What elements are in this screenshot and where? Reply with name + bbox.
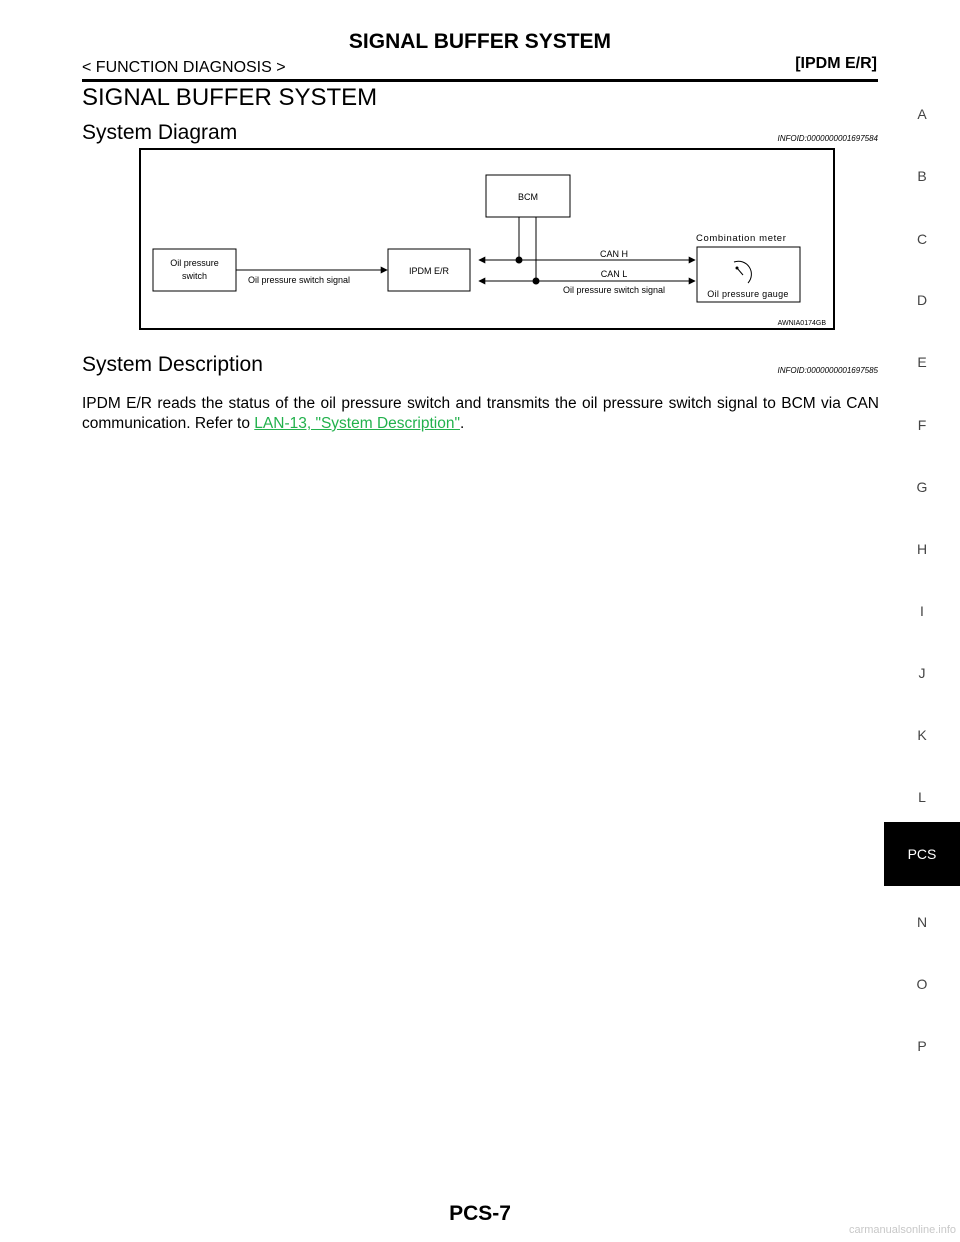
oil-pressure-switch-box — [153, 249, 236, 291]
side-tab-g[interactable]: G — [916, 479, 928, 495]
header-title: SIGNAL BUFFER SYSTEM — [348, 30, 612, 53]
section-title: SIGNAL BUFFER SYSTEM — [82, 84, 378, 111]
side-tab-f[interactable]: F — [917, 417, 927, 433]
system-diagram-title: System Diagram — [82, 121, 238, 144]
switch-signal-label: Oil pressure switch signal — [248, 275, 351, 285]
can-h-junction — [516, 257, 523, 264]
side-tab-b[interactable]: B — [917, 168, 927, 184]
ipdm-label: IPDM E/R — [408, 266, 450, 276]
header-system: [IPDM E/R] — [795, 55, 877, 72]
header-rule — [82, 79, 878, 82]
system-diagram-infoid: INFOID:0000000001697584 — [777, 134, 878, 143]
side-tab-i[interactable]: I — [920, 603, 924, 619]
can-l-label: CAN L — [600, 269, 628, 279]
side-tab-l[interactable]: L — [918, 789, 926, 805]
combination-meter-label: Combination meter — [696, 233, 787, 244]
side-tab-a[interactable]: A — [917, 106, 927, 122]
system-diagram — [139, 148, 835, 330]
can-l-junction — [533, 278, 540, 285]
bcm-label: BCM — [518, 192, 538, 202]
system-description-infoid: INFOID:0000000001697585 — [777, 366, 878, 375]
side-tab-d[interactable]: D — [916, 292, 928, 308]
figure-id: AWNIA0174GB — [777, 320, 826, 327]
page-number: PCS-7 — [449, 1202, 511, 1225]
system-description-text — [82, 394, 879, 434]
watermark: carmanualsonline.info — [848, 1224, 956, 1236]
side-tab-h[interactable]: H — [916, 541, 928, 557]
oil-pressure-gauge-label: Oil pressure gauge — [707, 289, 789, 299]
system-description-title: System Description — [82, 353, 263, 376]
oil-pressure-switch-label-1: Oil pressure — [170, 258, 219, 268]
side-tab-n[interactable]: N — [916, 914, 928, 930]
side-tab-j[interactable]: J — [918, 665, 926, 681]
can-h-label: CAN H — [599, 249, 629, 259]
side-tab-k[interactable]: K — [917, 727, 927, 743]
description-body: IPDM E/R reads the status of the oil pressure switch and transmits the oil pressure switch signal to BCM via CAN communication. Refer to — [82, 395, 879, 432]
header-section: < FUNCTION DIAGNOSIS > — [82, 59, 286, 76]
side-tab-c[interactable]: C — [916, 231, 928, 247]
lan-13-link[interactable]: LAN-13, "System Description" — [254, 415, 460, 432]
description-end: . — [459, 415, 465, 432]
diagram-canvas — [141, 150, 833, 328]
side-tab-o[interactable]: O — [916, 976, 928, 992]
oil-pressure-switch-label-2: switch — [181, 271, 208, 281]
gauge-pivot — [736, 267, 739, 270]
side-tab-p[interactable]: P — [917, 1038, 927, 1054]
side-tab-pcs[interactable]: PCS — [884, 822, 960, 886]
can-signal-label: Oil pressure switch signal — [562, 285, 666, 295]
side-tab-e[interactable]: E — [917, 354, 927, 370]
